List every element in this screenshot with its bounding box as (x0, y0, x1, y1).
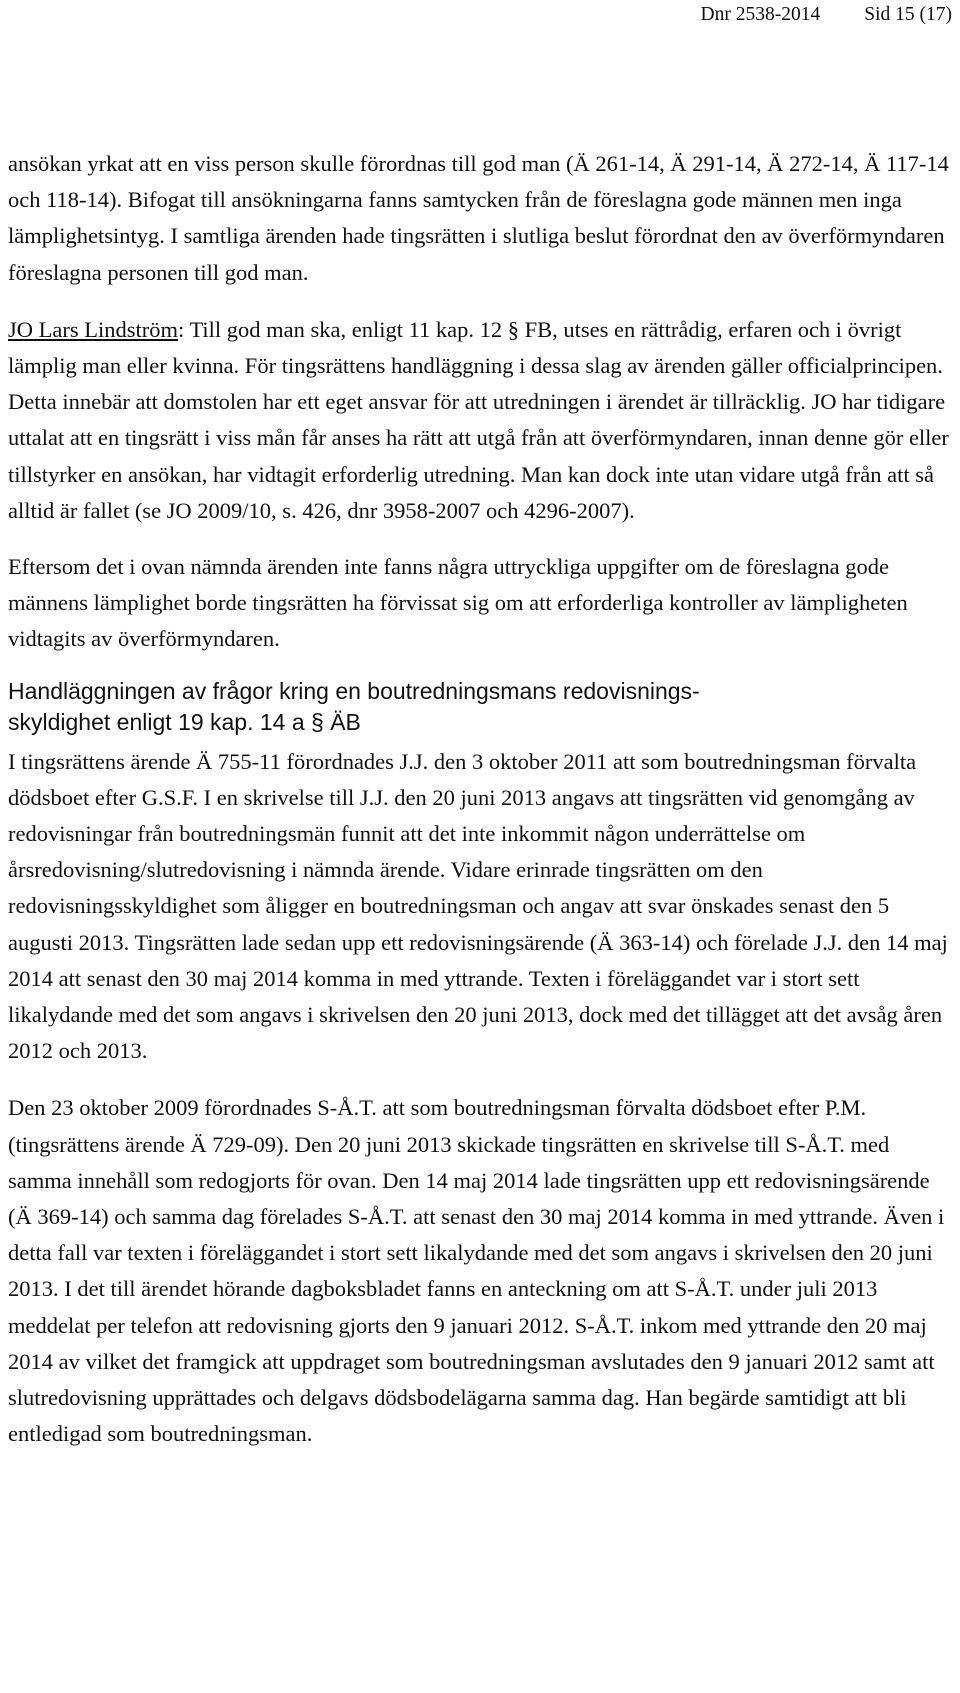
section-heading-line-1: Handläggningen av frågor kring en boutredningsmans redovisnings- (8, 677, 700, 704)
paragraph-2 (8, 312, 952, 529)
paragraph-5: Den 23 oktober 2009 förordnades S-Å.T. att som boutredningsman förvalta dödsboet efter P.M. (tingsrättens ärende Ä 729-09). Den 20 juni 2013 skickade tingsrätten en skrivelse till S-Å.T. med samma innehåll som redogjorts för ovan. Den 14 maj 2014 lade tingsrätten upp ett redovisningsärende (Ä 369-14) och samma dag förelades S-Å.T. att senast den 30 maj 2014 komma in med yttrande. Även i detta fall var texten i föreläggandet i stort sett likalydande med det som angavs i skrivelsen den 20 juni 2013. I det till ärendet hörande dagboksbladet fanns en anteckning om att S-Å.T. under juli 2013 meddelat per telefon att redovisning gjorts den 9 januari 2012. S-Å.T. inkom med yttrande den 20 maj 2014 av vilket det framgick att uppdraget som boutredningsman avslutades den 9 januari 2012 samt att slutredovisning upprättades och delgavs dödsbodelägarna samma dag. Han begärde samtidigt att bli entledigad som boutredningsman. (8, 1095, 945, 1447)
page-number: Sid 15 (17) (864, 4, 952, 25)
paragraph-2-text: : Till god man ska, enligt 11 kap. 12 § FB, utses en rättrådig, erfaren och i övrigt lämplig man eller kvinna. För tingsrättens handläggning i dessa slag av ärenden gäller officialprincipen. Detta innebär att domstolen har ett eget ansvar för att utredningen i ärendet är tillräcklig. JO har tidigare uttalat att en tingsrätt i viss mån får anses ha rätt att utgå från att överförmyndaren, innan denne gör eller tillstyrker en ansökan, har vidtagit erforderlig utredning. Man kan dock inte utan vidare utgå från att så alltid är fallet (se JO 2009/10, s. 426, dnr 3958-2007 och 4296-2007). (8, 316, 949, 523)
jo-name: JO Lars Lindström (8, 316, 178, 342)
paragraph-3: Eftersom det i ovan nämnda ärenden inte fanns några uttryckliga uppgifter om de föreslagna gode männens lämplighet borde tingsrätten ha förvissat sig om att erforderliga kontroller av lämpligheten vidtagits av överförmyndaren. (8, 554, 908, 652)
section-heading (8, 676, 952, 738)
case-number: Dnr 2538-2014 (700, 4, 821, 25)
paragraph-4: I tingsrättens ärende Ä 755-11 förordnades J.J. den 3 oktober 2011 att som boutredningsman förvalta dödsboet efter G.S.F. I en skrivelse till J.J. den 20 juni 2013 angavs att tingsrätten vid genomgång av redovisningar från boutredningsmän funnit att det inte inkommit någon underrättelse om årsredovisning/slutredovisning i nämnda ärende. Vidare erinrade tingsrätten om den redovisningsskyldighet som åligger en boutredningsman och angav att svar önskades senast den 5 augusti 2013. Tingsrätten lade sedan upp ett redovisningsärende (Ä 363-14) och förelade J.J. den 14 maj 2014 att senast den 30 maj 2014 komma in med yttrande. Texten i föreläggandet var i stort sett likalydande med det som angavs i skrivelsen den 20 juni 2013, dock med det tillägget att det avsåg åren 2012 och 2013. (8, 748, 948, 1064)
page-header (701, 2, 952, 28)
paragraph-1: ansökan yrkat att en viss person skulle förordnas till god man (Ä 261-14, Ä 291-14, Ä 272-14, Ä 117-14 och 118-14). Bifogat till ansökningarna fanns samtycken från de föreslagna gode männen men inga lämplighetsintyg. I samtliga ärenden hade tingsrätten i slutliga beslut förordnat den av överförmyndaren föreslagna personen till god man. (8, 151, 949, 285)
section-heading-line-2: skyldighet enligt 19 kap. 14 a § ÄB (8, 708, 361, 735)
document-body (8, 146, 952, 1453)
